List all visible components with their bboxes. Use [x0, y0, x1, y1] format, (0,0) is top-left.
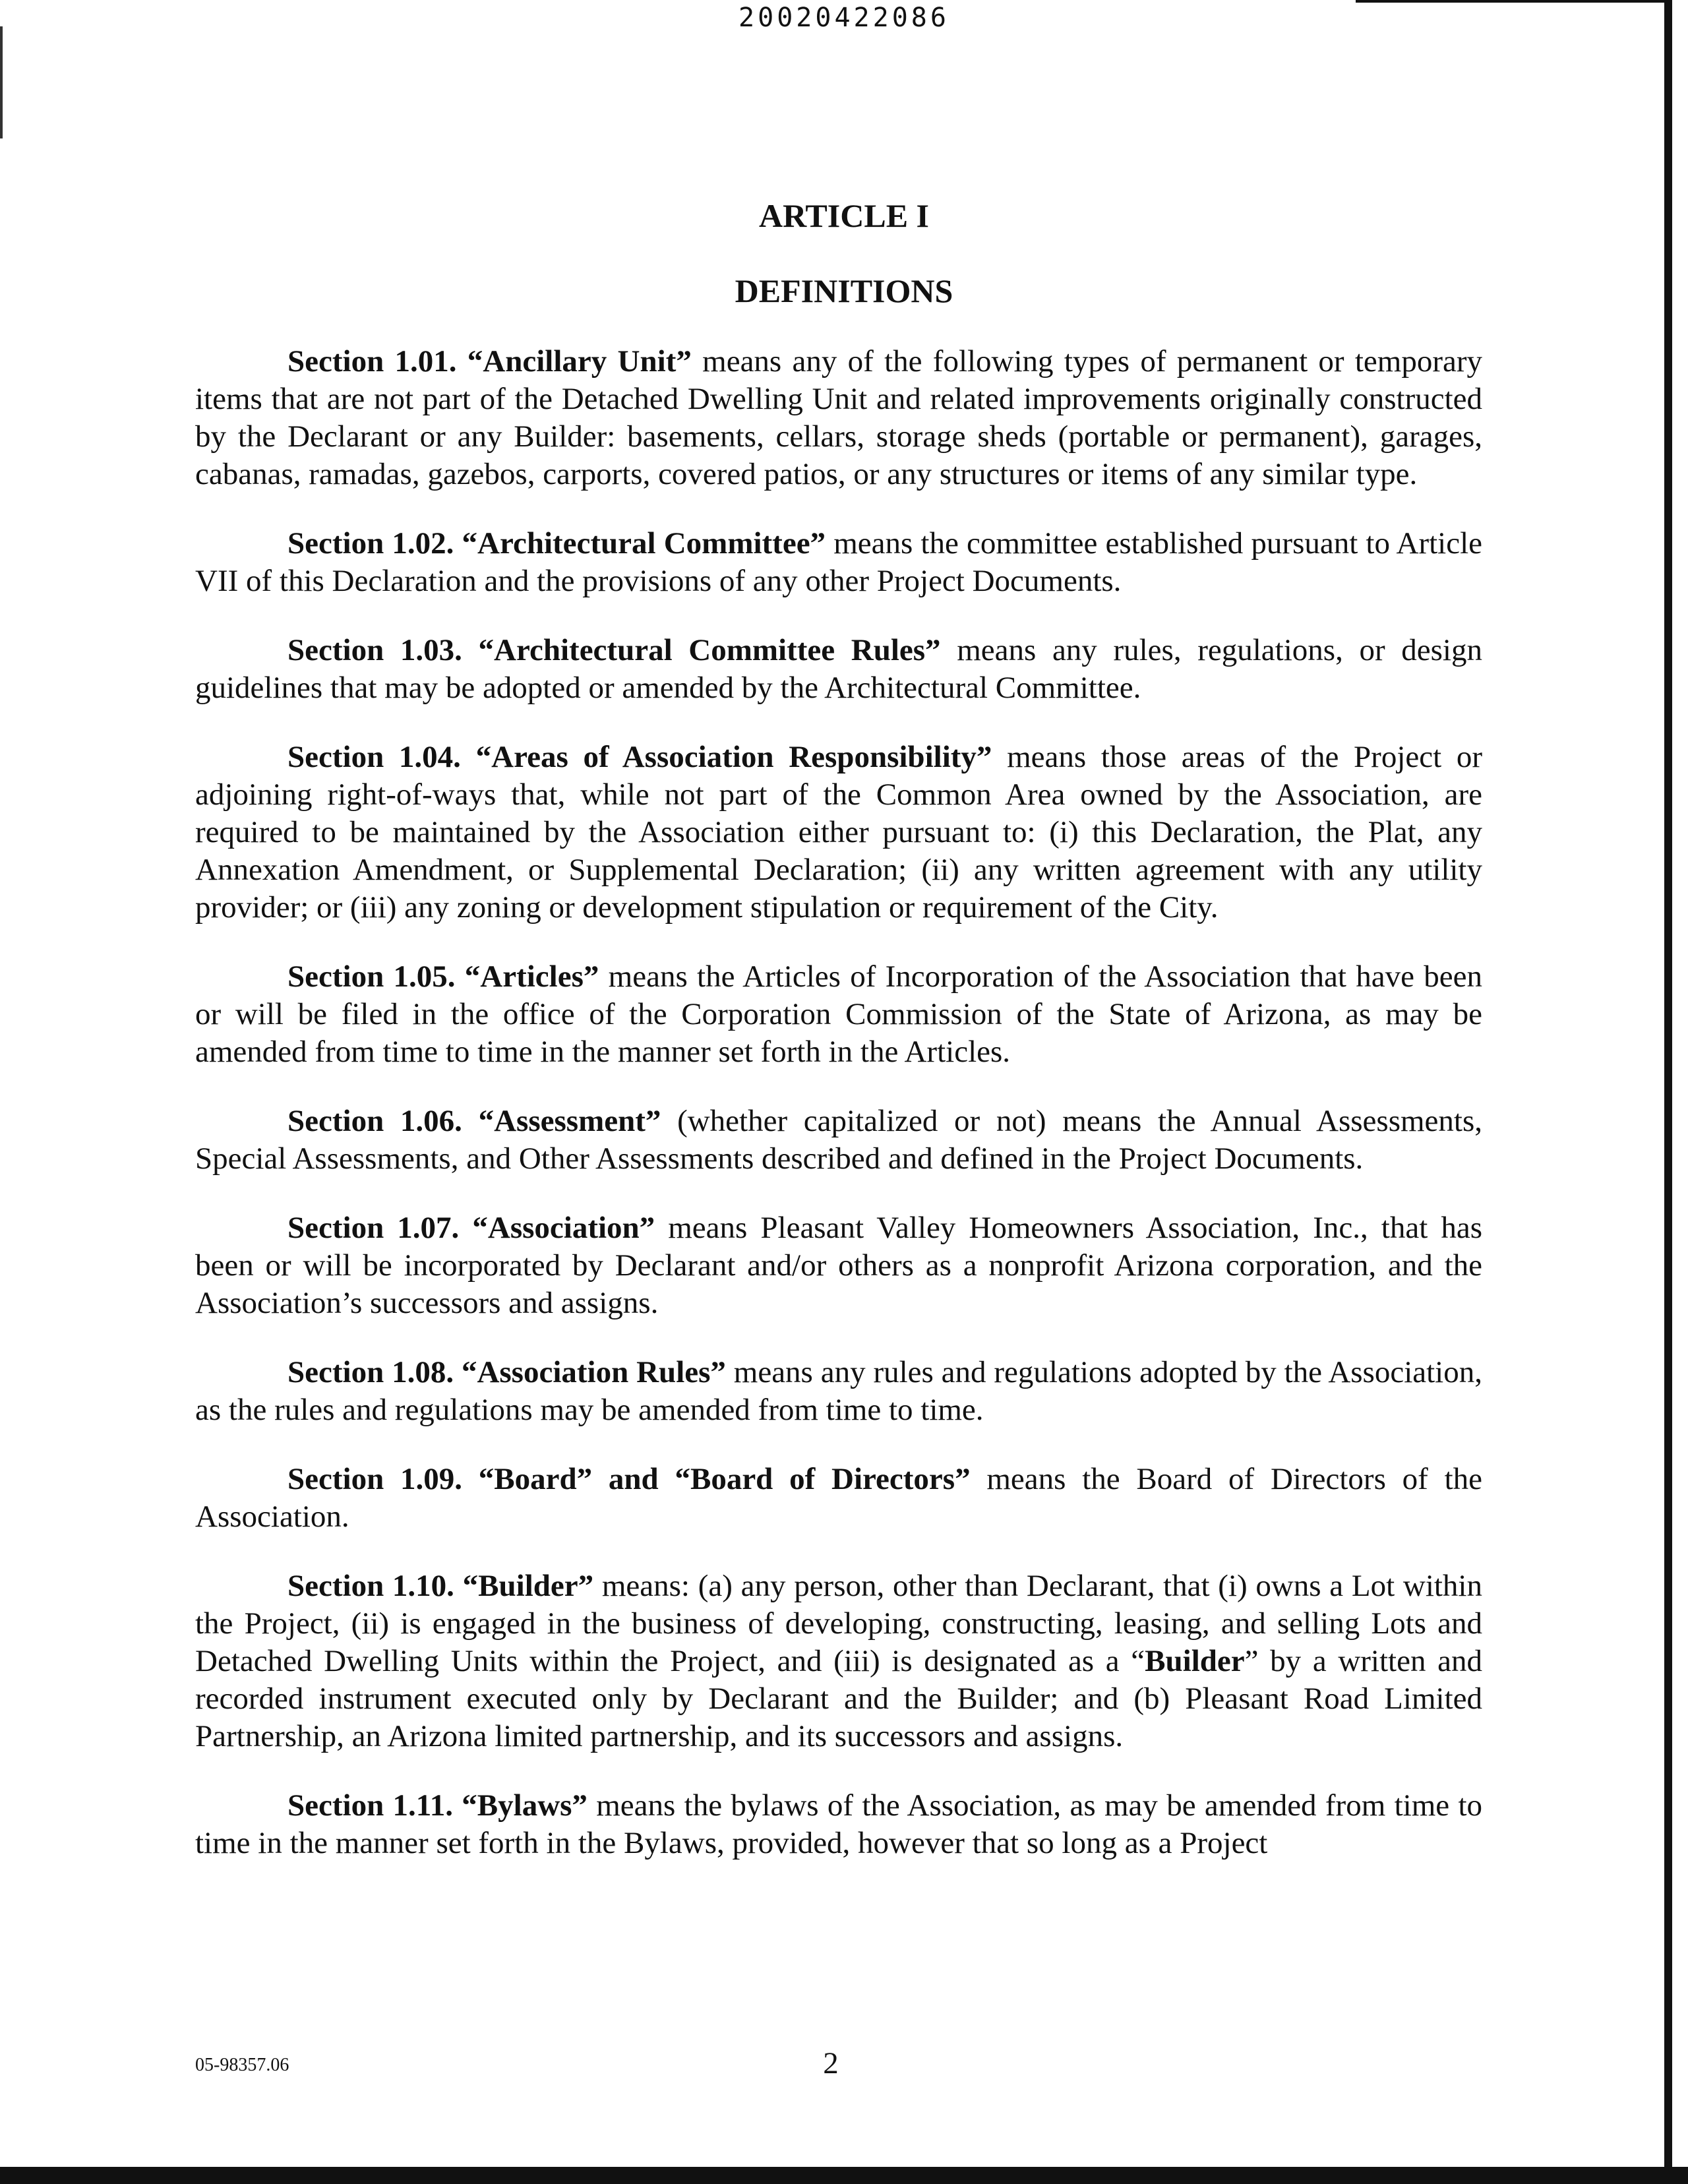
defined-term: “Assessment”: [478, 1104, 661, 1138]
scan-mark-left: [0, 26, 3, 138]
scan-border-bottom: [0, 2167, 1688, 2184]
defined-term: “Ancillary Unit”: [467, 344, 692, 379]
section-text: means the bylaws of the Association, as may be amended from time to time in the manner set forth in the Bylaws, provided, however that so long as a Project: [195, 1788, 1482, 1860]
article-title: ARTICLE I: [758, 197, 930, 234]
defined-term: “Bylaws”: [462, 1788, 588, 1823]
defined-term: “Architectural Committee Rules”: [478, 633, 941, 667]
defined-term: “Board” and “Board of Directors”: [478, 1462, 971, 1496]
section-number: Section 1.01.: [287, 344, 457, 379]
defined-term: “Builder”: [462, 1569, 594, 1603]
section-text: means the Board of Directors of the Association.: [195, 1462, 1482, 1534]
section-text: means: (a) any person, other than Declarant, that (i) owns a Lot within the Project, (ii) is engaged in the business of developing, constructing, leasing, and selling Lots and Detached Dwelling Units within the Project, and (iii) is designated as a “: [195, 1569, 1482, 1678]
section-number: Section 1.06.: [287, 1104, 462, 1138]
section-number: Section 1.02.: [287, 526, 454, 561]
document-body: [195, 343, 1482, 1894]
section-1-07: [195, 1209, 1482, 1322]
section-text: (whether capitalized or not) means the Annual Assessments, Special Assessments, and Other Assessments described and defined in the Project Documents.: [195, 1104, 1482, 1176]
section-text: means any of the following types of permanent or temporary items that are not part of the Detached Dwelling Unit and related improvements originally constructed by the Declarant or any Builder: basements, cellars, storage sheds (portable or permanent), garages, cabanas, ramadas, gazebos, carports, covered patios, or any structures or items of any similar type.: [195, 344, 1482, 491]
defined-term: “Areas of Association Responsibility”: [475, 740, 992, 774]
inline-defined-term: Builder: [1145, 1644, 1245, 1678]
footer-page-number: 2: [823, 2046, 839, 2080]
section-1-05: [195, 958, 1482, 1071]
defined-term: “Architectural Committee”: [462, 526, 826, 561]
section-text-continued: ” by a written and recorded instrument executed only by Declarant and the Builder; and (b) Pleasant Road Limited Partnership, an Arizona limited partnership, and its successors and assigns.: [195, 1644, 1482, 1753]
section-text: means those areas of the Project or adjoining right-of-ways that, while not part of the Common Area owned by the Association, are required to be maintained by the Association either pursuant to: (i) this Declaration, the Plat, any Annexation Amendment, or Supplemental Declaration; (ii) any written agreement with any utility provider; or (iii) any zoning or development stipulation or requirement of the City.: [195, 740, 1483, 925]
section-number: Section 1.09.: [287, 1462, 462, 1496]
footer-document-code: 05-98357.06: [195, 2055, 289, 2075]
defined-term: “Association Rules”: [461, 1355, 726, 1389]
section-1-06: [195, 1103, 1482, 1178]
section-1-03: [195, 632, 1482, 707]
defined-term: “Articles”: [464, 959, 599, 994]
section-text: means any rules, regulations, or design guidelines that may be adopted or amended by the Architectural Committee.: [195, 633, 1482, 705]
section-number: Section 1.08.: [287, 1355, 454, 1389]
section-text: means Pleasant Valley Homeowners Association, Inc., that has been or will be incorporated by Declarant and/or others as a nonprofit Arizona corporation, and the Association’s successors and assigns.: [195, 1211, 1483, 1320]
section-1-10: [195, 1567, 1482, 1755]
section-number: Section 1.05.: [287, 959, 456, 994]
section-1-02: [195, 525, 1482, 600]
section-number: Section 1.10.: [287, 1569, 454, 1603]
section-text: means the Articles of Incorporation of the Association that have been or will be filed in the office of the Corporation Commission of the State of Arizona, as may be amended from time to time in the manner set forth in the Articles.: [195, 959, 1482, 1069]
section-text: means the committee established pursuant to Article VII of this Declaration and the provisions of any other Project Documents.: [195, 526, 1483, 598]
defined-term: “Association”: [472, 1211, 655, 1245]
section-number: Section 1.07.: [287, 1211, 460, 1245]
scan-border-right: [1664, 0, 1672, 2184]
section-number: Section 1.11.: [287, 1788, 453, 1823]
section-text: means any rules and regulations adopted by the Association, as the rules and regulations may be amended from time to time.: [195, 1355, 1482, 1427]
recording-number-stamp: 20020422086: [738, 3, 950, 33]
section-number: Section 1.04.: [287, 740, 461, 774]
section-number: Section 1.03.: [287, 633, 462, 667]
section-1-08: [195, 1354, 1482, 1429]
section-1-11: [195, 1787, 1482, 1862]
section-1-01: [195, 343, 1482, 493]
article-subtitle: DEFINITIONS: [735, 272, 953, 309]
section-1-04: [195, 739, 1482, 926]
section-1-09: [195, 1461, 1482, 1536]
